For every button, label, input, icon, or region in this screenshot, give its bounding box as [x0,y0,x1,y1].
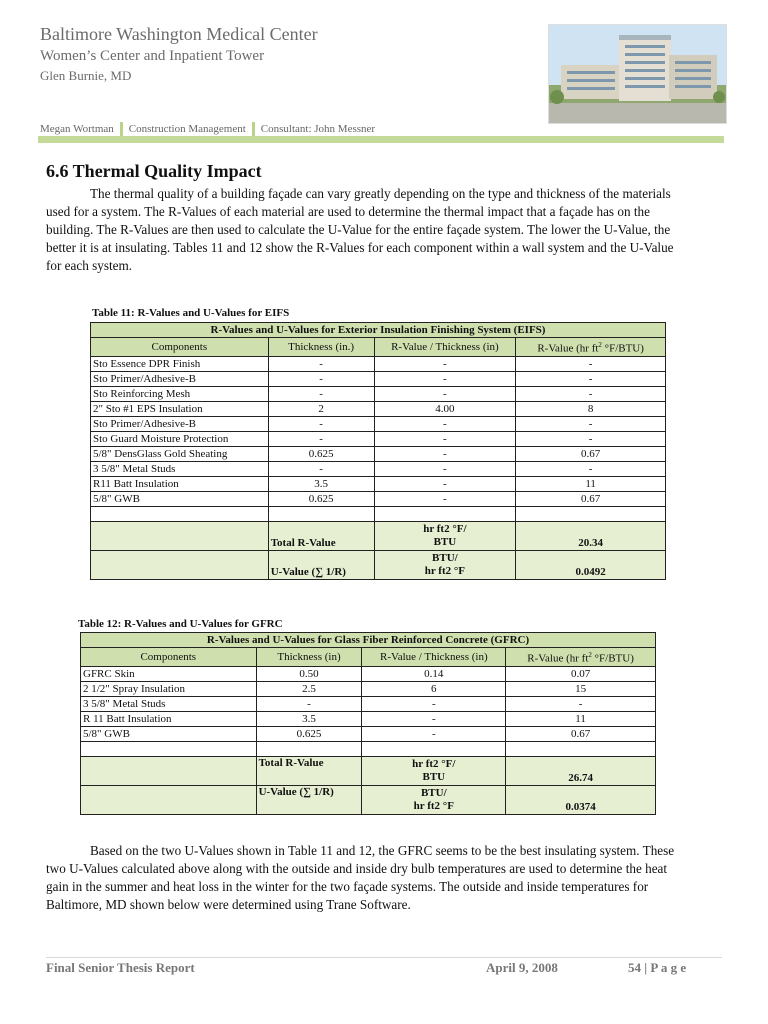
header-subtitle: Women’s Center and Inpatient Tower [40,48,265,64]
value-cell: - [516,461,666,476]
value-cell: 0.67 [506,726,656,741]
value-cell: 6 [362,681,506,696]
table12-u-row [81,785,656,814]
value-cell: - [362,711,506,726]
total-r-label: Total R-Value [268,521,374,550]
table11-title: R-Values and U-Values for Exterior Insulation Finishing System (EIFS) [91,323,666,338]
value-cell: 8 [516,401,666,416]
building-photo [548,24,727,124]
intro-text: The thermal quality of a building façade can vary greatly depending on the type and thickness of the materials used for a system. The R-Values of each material are used to determine the thermal impact that a façade has on the building. The R-Values are then used to calculate the U-Value for the entire façade system. The lower the U-Value, the better it is at insulating. Tables 11 and 12 show the R-Values for each component within a wall system and the U-Value for each system. [46,186,674,273]
value-cell: - [362,726,506,741]
value-cell: - [256,696,362,711]
value-cell: - [268,371,374,386]
total-r-value: 26.74 [506,756,656,785]
u-value-value: 0.0492 [516,550,666,579]
value-cell: - [268,386,374,401]
value-cell: - [374,416,516,431]
conclusion-paragraph [46,842,676,914]
component-cell: 2" Sto #1 EPS Insulation [91,401,269,416]
component-cell: 3 5/8" Metal Studs [81,696,257,711]
value-cell: 0.07 [506,666,656,681]
value-cell: - [268,416,374,431]
table12-caption: Table 12: R-Values and U-Values for GFRC [78,618,283,630]
u-value-value: 0.0374 [506,785,656,814]
table-row [91,446,666,461]
value-cell: - [516,356,666,371]
value-cell: 4.00 [374,401,516,416]
value-cell: 0.67 [516,491,666,506]
column-header: Thickness (in.) [268,338,374,357]
column-header: Thickness (in) [256,648,362,667]
table-row [91,356,666,371]
table-row [91,401,666,416]
value-cell: 0.14 [362,666,506,681]
value-cell: - [374,461,516,476]
table-row [91,386,666,401]
table-row [91,491,666,506]
value-cell: - [374,371,516,386]
component-cell: Sto Primer/Adhesive-B [91,371,269,386]
value-cell: 11 [516,476,666,491]
table12-total-row [81,756,656,785]
table-row [81,726,656,741]
table-row [91,461,666,476]
value-cell: - [516,416,666,431]
value-cell: 0.625 [268,446,374,461]
total-r-unit: hr ft2 °F/ BTU [362,756,506,785]
value-cell: - [374,386,516,401]
value-cell: 11 [506,711,656,726]
u-value-label: U-Value (∑ 1/R) [256,785,362,814]
u-value-unit: BTU/ hr ft2 °F [374,550,516,579]
header-option: Construction Management [128,123,246,135]
component-cell: 5/8" GWB [81,726,257,741]
value-cell: 2 [268,401,374,416]
column-header: Components [81,648,257,667]
total-r-value: 20.34 [516,521,666,550]
table-row [81,666,656,681]
table12-header-row [81,648,656,667]
table-row [91,416,666,431]
table-row [91,371,666,386]
column-header: Components [91,338,269,357]
value-cell: 0.67 [516,446,666,461]
value-cell: - [268,461,374,476]
value-cell: - [374,431,516,446]
component-cell: 5/8" GWB [91,491,269,506]
table12 [80,632,656,815]
footer-page-number: 54 | P a g e [628,960,687,975]
component-cell: Sto Reinforcing Mesh [91,386,269,401]
conclusion-text: Based on the two U-Values shown in Table 11 and 12, the GFRC seems to be the best insulating system. These two U-Values calculated above along with the outside and inside dry bulb temperatures are used to determine the heat gain in the summer and heat loss in the winter for the two façade systems. The outside and inside temperatures for Baltimore, MD shown below were determined using Trane Software. [46,843,675,912]
component-cell: 3 5/8" Metal Studs [91,461,269,476]
value-cell: - [268,356,374,371]
value-cell: - [516,431,666,446]
value-cell: 3.5 [256,711,362,726]
table-row [81,681,656,696]
u-value-unit: BTU/ hr ft2 °F [362,785,506,814]
table12-title: R-Values and U-Values for Glass Fiber Reinforced Concrete (GFRC) [81,633,656,648]
value-cell: 0.50 [256,666,362,681]
footer-rule [46,957,722,958]
value-cell: 0.625 [268,491,374,506]
value-cell: 15 [506,681,656,696]
header-meta [40,122,375,136]
total-r-unit: hr ft2 °F/ BTU [374,521,516,550]
value-cell: - [268,431,374,446]
component-cell: Sto Guard Moisture Protection [91,431,269,446]
meta-divider [252,122,255,136]
column-header: R-Value / Thickness (in) [374,338,516,357]
table11-total-row [91,521,666,550]
table12-body [81,666,656,741]
value-cell: - [506,696,656,711]
component-cell: 2 1/2" Spray Insulation [81,681,257,696]
meta-divider [120,122,123,136]
table-row [81,711,656,726]
value-cell: - [516,371,666,386]
header-consultant: Consultant: John Messner [260,123,376,135]
total-r-label: Total R-Value [256,756,362,785]
component-cell: Sto Primer/Adhesive-B [91,416,269,431]
value-cell: 3.5 [268,476,374,491]
value-cell: - [362,696,506,711]
component-cell: GFRC Skin [81,666,257,681]
u-value-label: U-Value (∑ 1/R) [268,550,374,579]
footer-report: Final Senior Thesis Report [46,960,195,975]
page-header [38,22,728,135]
value-cell: 0.625 [256,726,362,741]
column-header: R-Value (hr $ft^2$ °F/BTU) [506,648,656,667]
value-cell: 2.5 [256,681,362,696]
table11 [90,322,666,580]
value-cell: - [374,476,516,491]
component-cell: R11 Batt Insulation [91,476,269,491]
table-row [91,431,666,446]
value-cell: - [374,491,516,506]
table-row [91,476,666,491]
header-rule [38,136,724,143]
table11-body [91,356,666,506]
column-header: R-Value (hr $ft^2$ °F/BTU) [516,338,666,357]
value-cell: - [516,386,666,401]
component-cell: R 11 Batt Insulation [81,711,257,726]
header-location: Glen Burnie, MD [40,68,132,83]
header-author: Megan Wortman [40,123,114,135]
column-header: R-Value / Thickness (in) [362,648,506,667]
header-title: Baltimore Washington Medical Center [40,24,318,44]
footer-date: April 9, 2008 [486,960,558,975]
value-cell: - [374,446,516,461]
value-cell: - [374,356,516,371]
intro-paragraph [46,185,676,275]
table-row [81,696,656,711]
table11-caption: Table 11: R-Values and U-Values for EIFS [92,307,290,319]
component-cell: 5/8" DensGlass Gold Sheating [91,446,269,461]
table11-header-row [91,338,666,357]
table11-u-row [91,550,666,579]
component-cell: Sto Essence DPR Finish [91,356,269,371]
section-heading: 6.6 Thermal Quality Impact [46,161,262,181]
